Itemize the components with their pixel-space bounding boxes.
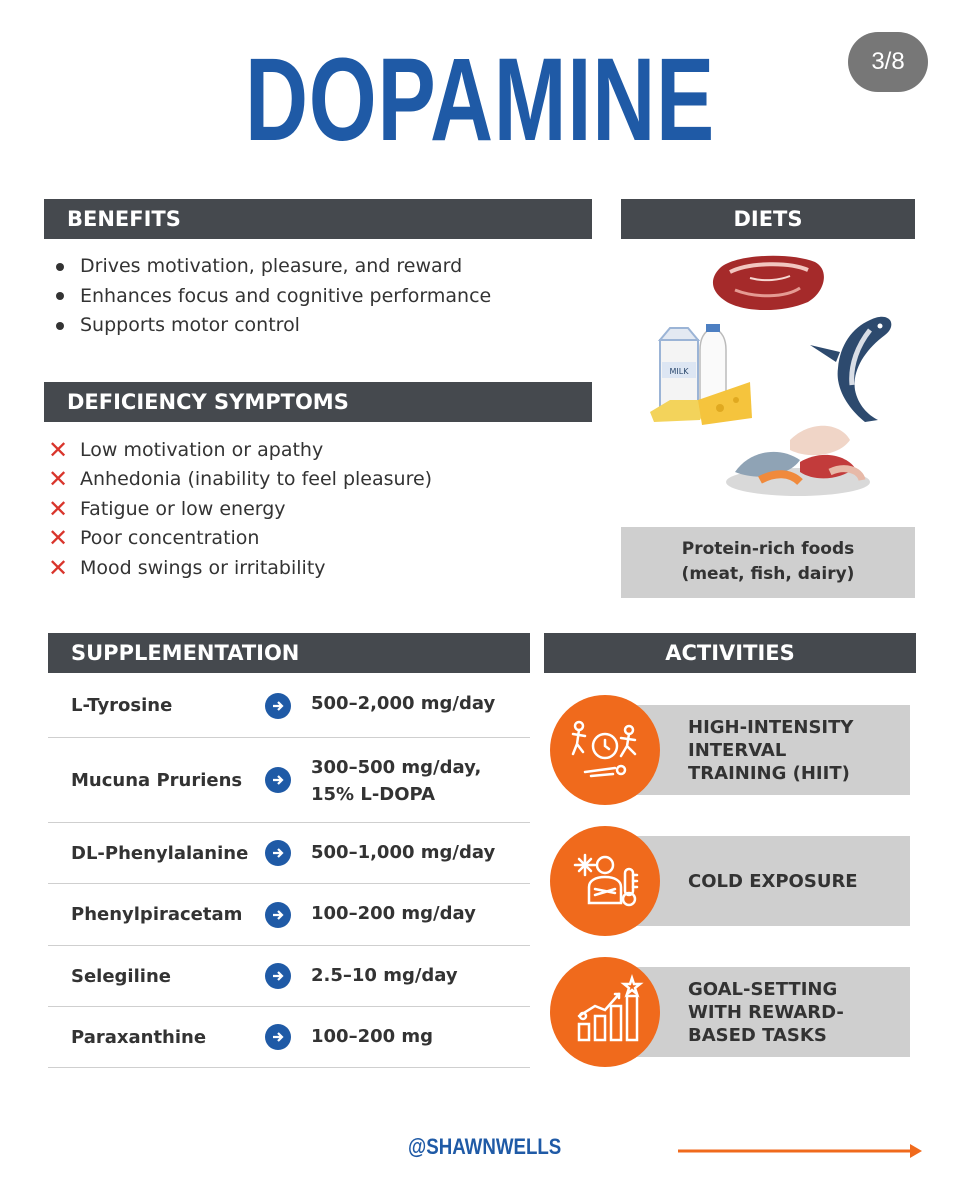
red-x-icon: ✕ — [48, 553, 69, 582]
page-indicator-badge: 3/8 — [848, 32, 928, 92]
footer-handle: @SHAWNWELLS — [408, 1134, 562, 1159]
supplementation-heading-bar — [48, 633, 530, 673]
supplement-name: Phenylpiracetam — [71, 904, 243, 925]
symptom-item: ✕ Fatigue or low energy — [48, 494, 286, 523]
supplement-dose: 500–1,000 mg/day — [311, 842, 496, 863]
supplement-dose: 500–2,000 mg/day — [311, 693, 496, 714]
supplement-name: DL-Phenylalanine — [71, 842, 249, 864]
table-row — [48, 946, 530, 1007]
arrow-right-icon — [265, 963, 291, 989]
symptom-item: ✕ Poor concentration — [48, 524, 260, 553]
deficiency-heading: DEFICIENCY SYMPTOMS — [67, 390, 349, 414]
benefits-heading: BENEFITS — [67, 207, 181, 231]
activity-label: COLD EXPOSURE — [688, 870, 858, 892]
diet-caption-line2: (meat, fish, dairy) — [681, 564, 855, 584]
benefits-heading-bar — [44, 199, 592, 239]
deficiency-list — [48, 436, 432, 583]
symptom-item: ✕ Low motivation or apathy — [48, 436, 324, 464]
supplement-dose: 100–200 mg — [311, 1026, 434, 1047]
next-arrow-icon[interactable] — [676, 1140, 926, 1162]
symptom-item: ✕ Mood swings or irritability — [48, 553, 326, 582]
page-title: DOPAMINE — [244, 34, 716, 166]
supplementation-heading: SUPPLEMENTATION — [71, 641, 300, 665]
benefits-list — [56, 252, 491, 341]
supplement-dose: 300–500 mg/day, 15% L-DOPA — [311, 757, 482, 805]
supplement-name: Selegiline — [71, 965, 171, 987]
activity-card — [550, 695, 912, 805]
diets-heading-bar — [621, 199, 915, 239]
bullet-dot-icon — [56, 263, 64, 271]
milk-label: MILK — [669, 367, 689, 376]
activities-heading: ACTIVITIES — [665, 641, 795, 665]
supplement-name: Paraxanthine — [71, 1026, 207, 1048]
arrow-right-icon — [265, 767, 291, 793]
arrow-right-icon — [265, 693, 291, 719]
dairy-icon — [650, 324, 752, 425]
arrow-right-icon — [265, 902, 291, 928]
food-illustrations — [640, 250, 920, 510]
table-row — [48, 1007, 530, 1068]
diets-heading: DIETS — [733, 207, 803, 231]
benefit-item: Enhances focus and cognitive performance — [56, 282, 491, 312]
supplement-name: L-Tyrosine — [71, 695, 173, 716]
supplement-dose: 100–200 mg/day — [311, 903, 476, 924]
activity-card — [550, 826, 912, 936]
benefit-item: Drives motivation, pleasure, and reward — [56, 252, 491, 282]
activity-label: HIGH-INTENSITY INTERVAL TRAINING (HIIT) — [688, 716, 854, 784]
deficiency-heading-bar — [44, 382, 592, 422]
red-x-icon: ✕ — [48, 524, 69, 553]
bullet-dot-icon — [56, 292, 64, 300]
arrow-right-icon — [265, 840, 291, 866]
hiit-icon — [550, 695, 660, 805]
supplementation-table — [48, 674, 530, 1068]
fish-icon — [810, 317, 891, 422]
bullet-dot-icon — [56, 322, 64, 330]
red-x-icon: ✕ — [48, 436, 69, 464]
red-x-icon: ✕ — [48, 494, 69, 523]
goal-setting-icon — [550, 957, 660, 1067]
table-row — [48, 674, 530, 738]
meat-platter-icon — [726, 426, 870, 496]
arrow-right-icon — [265, 1024, 291, 1050]
supplement-dose: 2.5–10 mg/day — [311, 965, 458, 986]
table-row — [48, 823, 530, 884]
table-row — [48, 884, 530, 946]
supplement-name: Mucuna Pruriens — [71, 769, 243, 791]
steak-icon — [713, 256, 824, 310]
diet-caption-box — [621, 527, 915, 598]
symptom-item: ✕ Anhedonia (inability to feel pleasure) — [48, 465, 433, 494]
table-row — [48, 738, 530, 823]
diet-caption-line1: Protein-rich foods — [681, 539, 855, 559]
activity-card — [550, 957, 912, 1067]
benefit-item: Supports motor control — [56, 311, 491, 341]
activities-heading-bar — [544, 633, 916, 673]
activity-label: GOAL-SETTING WITH REWARD- BASED TASKS — [688, 978, 844, 1046]
cold-exposure-icon — [550, 826, 660, 936]
red-x-icon: ✕ — [48, 465, 69, 494]
